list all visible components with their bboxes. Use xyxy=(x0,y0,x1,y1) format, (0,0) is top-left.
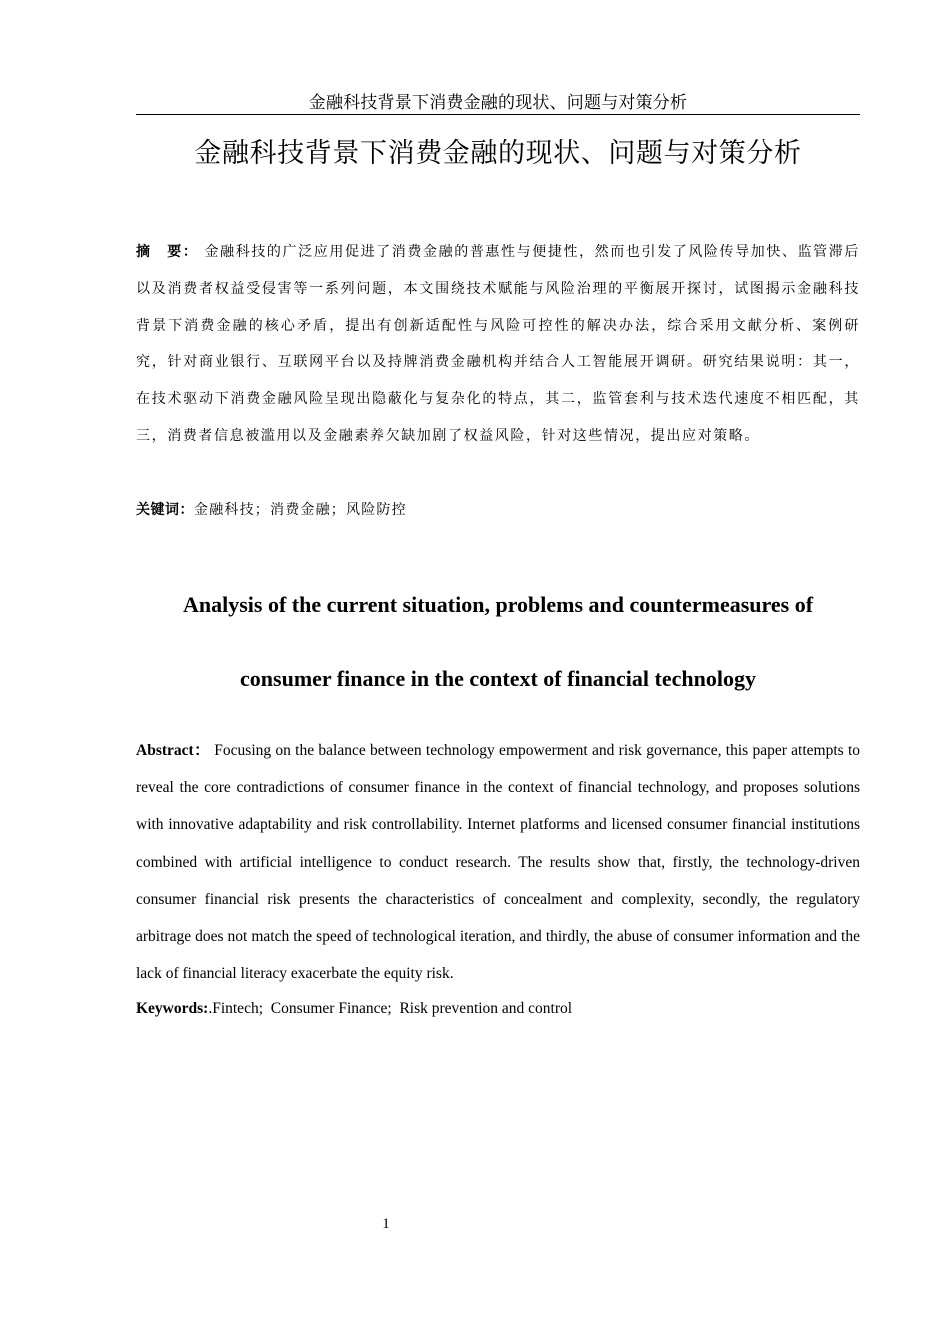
chinese-keywords-label: 关键词： xyxy=(136,502,194,518)
english-keywords xyxy=(136,996,860,1022)
english-abstract-text: Focusing on the balance between technology empowerment and risk governance, this paper attempts to reveal the core contradictions of consumer finance in the context of financial technology, and proposes solutions with innovative adaptability and risk controllability. Internet platforms and licensed consumer financial institutions combined with artificial intelligence to conduct research. The results show that, firstly, the technology-driven consumer financial risk presents the characteristics of concealment and complexity, secondly, the regulatory arbitrage does not match the speed of technological iteration, and thirdly, the abuse of consumer information and the lack of financial literacy exacerbate the equity risk. xyxy=(136,742,860,983)
english-abstract xyxy=(136,732,860,992)
page-number: 1 xyxy=(382,1216,390,1232)
english-title-line-2: consumer finance in the context of financial technology xyxy=(240,666,756,691)
running-header: 金融科技背景下消费金融的现状、问题与对策分析 xyxy=(308,93,688,113)
chinese-keywords xyxy=(136,498,860,522)
english-title xyxy=(136,568,860,716)
english-keywords-text: .Fintech; Consumer Finance; Risk prevention and control xyxy=(208,1000,573,1017)
header-rule xyxy=(136,114,860,115)
english-abstract-label: Abstract： xyxy=(136,742,210,759)
english-keywords-label: Keywords: xyxy=(136,1000,209,1017)
chinese-keywords-text: 金融科技；消费金融；风险防控 xyxy=(194,502,407,518)
chinese-abstract-text: 金融科技的广泛应用促进了消费金融的普惠性与便捷性，然而也引发了风险传导加快、监管滞后以及消费者权益受侵害等一系列问题，本文围绕技术赋能与风险治理的平衡展开探讨，试图揭示金融科技背景下消费金融的核心矛盾，提出有创新适配性与风险可控性的解决办法，综合采用文献分析、案例研究，针对商业银行、互联网平台以及持牌消费金融机构并结合人工智能展开调研。研究结果说明：其一，在技术驱动下消费金融风险呈现出隐蔽化与复杂化的特点，其二，监管套利与技术迭代速度不相匹配，其三，消费者信息被滥用以及金融素养欠缺加剧了权益风险，针对这些情况，提出应对策略。 xyxy=(136,244,860,444)
chinese-abstract xyxy=(136,234,860,455)
chinese-abstract-label: 摘 要： xyxy=(136,244,199,260)
english-title-line-1: Analysis of the current situation, problems and countermeasures of xyxy=(182,592,814,617)
chinese-title: 金融科技背景下消费金融的现状、问题与对策分析 xyxy=(194,138,802,169)
